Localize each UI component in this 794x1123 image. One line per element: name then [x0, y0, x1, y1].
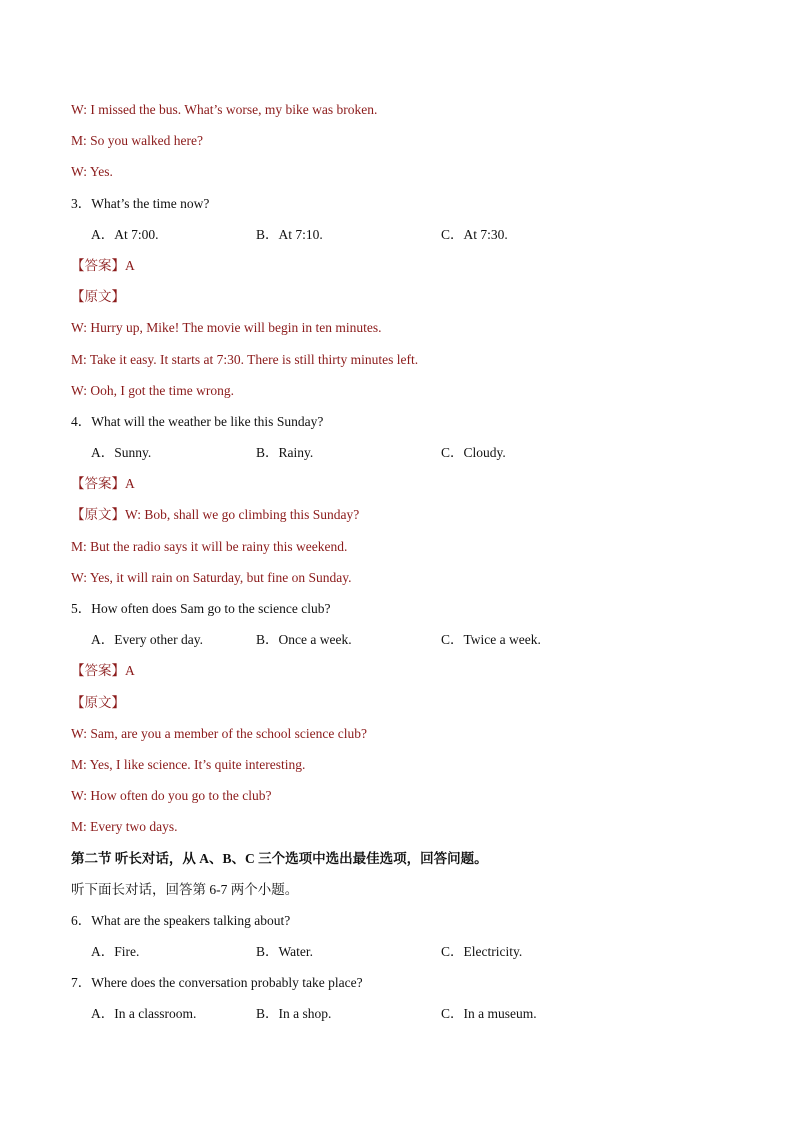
transcript-line: W: Hurry up, Mike! The movie will begin in ten minutes.	[71, 320, 382, 336]
original-text-label-3: 【原文】	[71, 289, 125, 305]
option-c: C．Twice a week.	[441, 632, 541, 648]
question-7-options	[71, 1005, 731, 1036]
question-3: 3．What’s the time now?	[71, 195, 210, 211]
transcript-line: W: Ooh, I got the time wrong.	[71, 382, 234, 398]
answer-4: 【答案】A	[71, 476, 135, 492]
question-7: 7．Where does the conversation probably take place?	[71, 975, 363, 991]
transcript-line: W: Yes.	[71, 164, 113, 180]
question-6-options	[71, 943, 731, 974]
question-3-options	[71, 226, 731, 257]
transcript-line: M: Take it easy. It starts at 7:30. There is still thirty minutes left.	[71, 351, 419, 367]
transcript-line: W: Yes, it will rain on Saturday, but fine on Sunday.	[71, 569, 352, 585]
option-a: A．At 7:00.	[91, 226, 159, 242]
option-a: A．Every other day.	[91, 632, 203, 648]
document-page	[71, 101, 731, 1037]
question-4: 4．What will the weather be like this Sunday?	[71, 413, 324, 429]
option-c: C．At 7:30.	[441, 226, 508, 242]
transcript-line: M: Yes, I like science. It’s quite interesting.	[71, 756, 306, 772]
question-5-options	[71, 631, 731, 662]
option-b: B．Once a week.	[256, 632, 352, 648]
option-c: C．Electricity.	[441, 944, 523, 960]
transcript-line: M: But the radio says it will be rainy this weekend.	[71, 538, 348, 554]
option-a: A．In a classroom.	[91, 1006, 197, 1022]
option-b: B．At 7:10.	[256, 226, 323, 242]
option-b: B．In a shop.	[256, 1006, 332, 1022]
original-text-label-5: 【原文】	[71, 694, 125, 710]
option-c: C．Cloudy.	[441, 445, 506, 461]
question-5: 5．How often does Sam go to the science club?	[71, 601, 331, 616]
transcript-line: W: I missed the bus. What’s worse, my bike was broken.	[71, 102, 378, 117]
question-6: 6．What are the speakers talking about?	[71, 912, 291, 928]
option-a: A．Fire.	[91, 944, 140, 960]
section-2-heading: 第二节 听长对话，从 A、B、C 三个选项中选出最佳选项，回答问题。	[71, 850, 488, 866]
transcript-line: W: Sam, are you a member of the school science club?	[71, 725, 368, 741]
original-text-4	[71, 506, 731, 537]
section-2-instruction: 听下面长对话，回答第 6-7 两个小题。	[71, 881, 299, 897]
answer-3: 【答案】A	[71, 257, 135, 273]
answer-5: 【答案】A	[71, 663, 135, 679]
option-a: A．Sunny.	[91, 445, 152, 461]
option-b: B．Rainy.	[256, 445, 314, 461]
transcript-line: M: So you walked here?	[71, 133, 203, 149]
transcript-line: W: How often do you go to the club?	[71, 788, 272, 804]
question-4-options	[71, 444, 731, 475]
transcript-line: W: Bob, shall we go climbing this Sunday?	[125, 507, 360, 523]
option-b: B．Water.	[256, 944, 314, 960]
option-c: C．In a museum.	[441, 1006, 537, 1022]
transcript-line: M: Every two days.	[71, 819, 178, 835]
original-text-label-4: 【原文】	[71, 507, 125, 523]
